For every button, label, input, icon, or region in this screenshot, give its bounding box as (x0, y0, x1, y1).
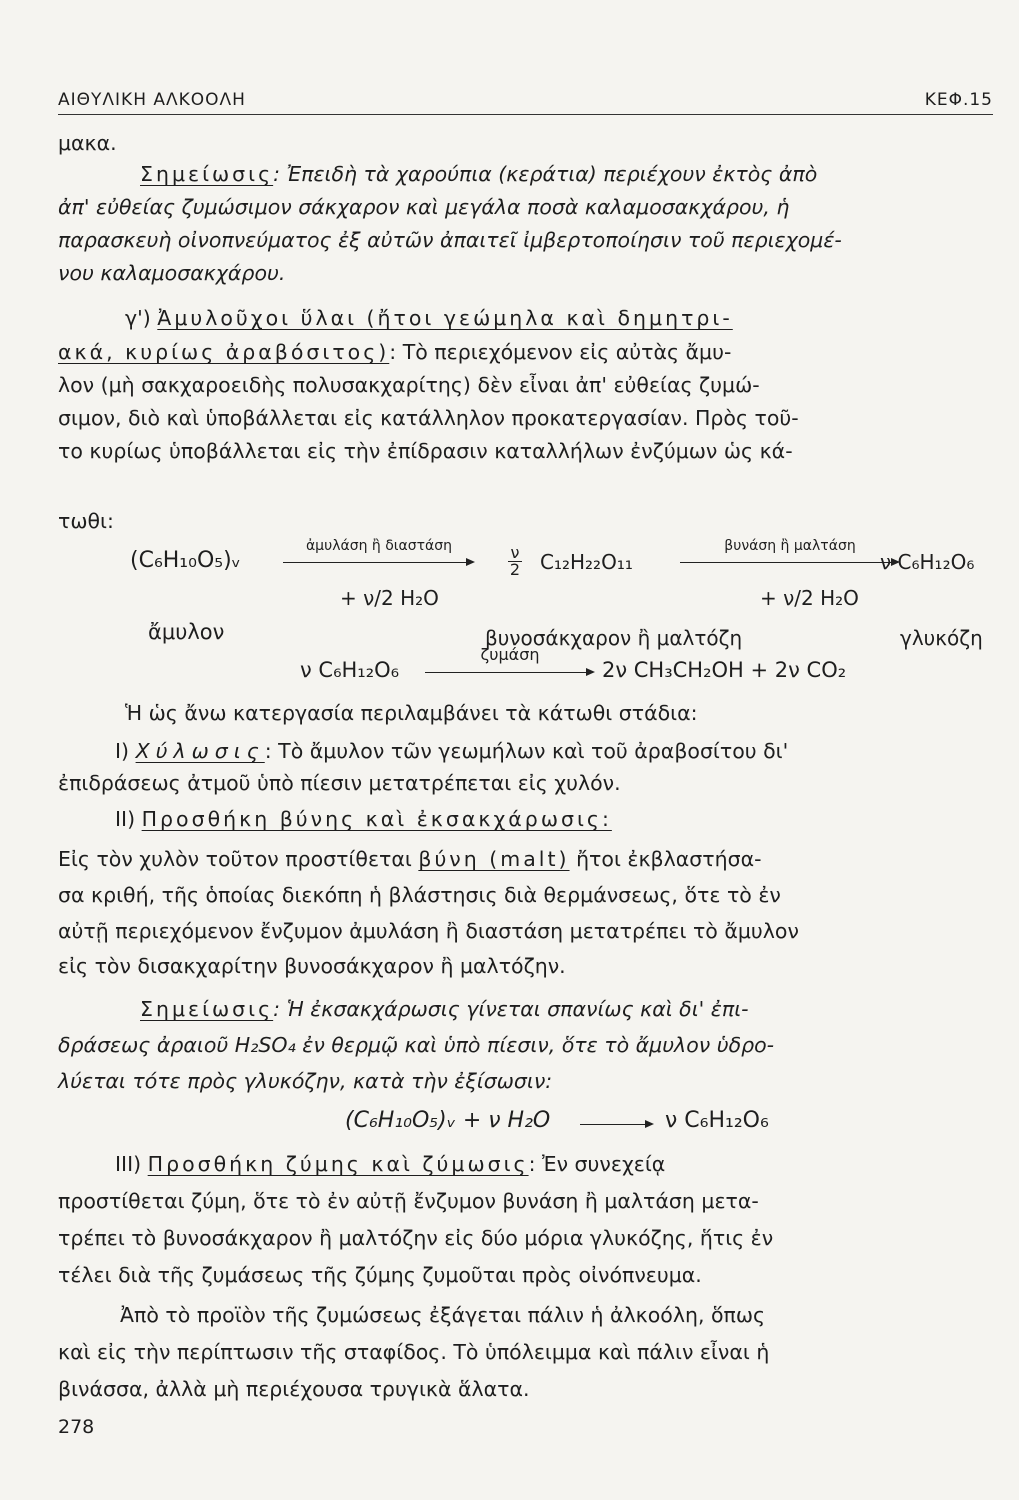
text-line: λον (μὴ σακχαροειδὴς πολυσακχαρίτης) δὲν εἶναι ἀπ' εὐθείας ζυμώ- (58, 373, 760, 397)
label-amylon: ἄμυλον (148, 620, 225, 644)
reaction-arrow (580, 1124, 652, 1125)
eq-product: C₁₂H₂₂O₁₁ (540, 550, 633, 574)
section-title: Ἀμυλοῦχοι ὕλαι (ἤτοι γεώμηλα καὶ δημητρι- (157, 306, 733, 330)
malt-term: βύνη (malt) (418, 847, 570, 871)
arrow-label: ἀμυλάση ἢ διαστάση (305, 538, 453, 554)
label-maltose: βυνοσάκχαρον ἢ μαλτόζη (485, 626, 743, 650)
text-line: τρέπει τὸ βυνοσάκχαρον ἢ μαλτόζην εἰς δύο μόρια γλυκόζης, ἥτις ἐν (58, 1226, 774, 1250)
stage-heading (115, 1149, 665, 1179)
note-line: παρασκευὴ οἰνοπνεύματος ἐξ αὐτῶν ἀπαιτεῖ ἰμβερτοποίησιν τοῦ περιεχομέ- (58, 228, 842, 252)
section-prefix: γ') (125, 306, 151, 330)
text-line: τωθι: (58, 509, 114, 533)
running-header (58, 88, 993, 115)
text-line: αὐτῇ περιεχόμενον ἔνζυμον ἀμυλάση ἢ διαστάση μετατρέπει τὸ ἄμυλον (58, 919, 799, 943)
stage-title: Προσθήκη ζύμης καὶ ζύμωσις (147, 1152, 529, 1176)
reaction-arrow (680, 562, 898, 563)
eq-reactant: ν C₆H₁₂O₆ (300, 658, 400, 682)
note-line: δράσεως ἀραιοῦ H₂SO₄ ἐν θερμῷ καὶ ὑπὸ πίεσιν, ὅτε τὸ ἄμυλον ὑδρο- (58, 1033, 775, 1057)
label-glucose: γλυκόζη (900, 626, 983, 650)
stage-number: I) (115, 739, 130, 763)
eq-product: 2ν CH₃CH₂OH + 2ν CO₂ (602, 658, 847, 682)
text-line: Ἡ ὡς ἄνω κατεργασία περιλαμβάνει τὰ κάτωθι στάδια: (125, 701, 698, 725)
stage-heading (115, 804, 612, 834)
text: : Ἐν συνεχείᾳ (528, 1152, 666, 1176)
eq-product: ν C₆H₁₂O₆ (665, 1108, 769, 1133)
arrow-label: βυνάση ἢ μαλτάση (724, 538, 856, 554)
eq-product: ν C₆H₁₂O₆ (880, 550, 975, 574)
text-line: τέλει διὰ τῆς ζυμάσεως τῆς ζύμης ζυμοῦται πρὸς οἰνόπνευμα. (58, 1263, 702, 1287)
text-line: σιμον, διὸ καὶ ὑποβάλλεται εἰς κατάλληλον προκατεργασίαν. Πρὸς τοῦ- (58, 406, 799, 430)
section-heading-cont (58, 337, 731, 367)
text-line: μακα. (58, 131, 117, 155)
stage-title: Χύλωσις (135, 739, 265, 763)
section-title: ακά, κυρίως ἀραβόσιτος) (58, 340, 390, 364)
text-line: το κυρίως ὑποβάλλεται εἰς τὴν ἐπίδρασιν καταλλήλων ἐνζύμων ὡς κά- (58, 439, 793, 463)
text-line: προστίθεται ζύμη, ὅτε τὸ ἐν αὐτῇ ἔνζυμον βυνάση ἢ μαλτάση μετα- (58, 1189, 759, 1213)
reaction-arrow (283, 562, 473, 563)
text-line: εἰς τὸν δισακχαρίτην βυνοσάκχαρον ἢ μαλτόζην. (58, 954, 566, 978)
arrow-label: ζυμάση (480, 645, 540, 664)
text-line: καὶ εἰς τὴν περίπτωσιν τῆς σταφίδος. Τὸ ὑπόλειμμα καὶ πάλιν εἶναι ἡ (58, 1340, 770, 1364)
text: Εἰς τὸν χυλὸν τοῦτον προστίθεται (58, 847, 412, 871)
text-line: βινάσσα, ἀλλὰ μὴ περιέχουσα τρυγικὰ ἅλατα. (58, 1377, 530, 1401)
eq-water: + ν/2 H₂O (340, 586, 439, 610)
text-line: σα κριθή, τῆς ὁποίας διεκόπη ἡ βλάστησις διὰ θερμάνσεως, ὅτε τὸ ἐν (58, 883, 781, 907)
fraction: $\frac{\nu}{2}$ (509, 543, 521, 579)
text-line: ἐπιδράσεως ἀτμοῦ ὑπὸ πίεσιν μετατρέπεται εἰς χυλόν. (58, 771, 621, 795)
text: ἤτοι ἐκβλαστήσα- (576, 847, 762, 871)
eq-water: + ν/2 H₂O (760, 586, 859, 610)
chapter-number: ΚΕΦ.15 (924, 90, 993, 110)
note-text: : Ἐπειδὴ τὰ χαρούπια (κεράτια) περιέχουν ἐκτὸς ἀπὸ (273, 162, 818, 186)
stage-number: II) (115, 807, 136, 831)
eq-reactant: (C₆H₁₀O₅)ᵥ (130, 548, 241, 573)
note-text: : Ἡ ἐκσακχάρωσις γίνεται σπανίως καὶ δι' ἐπι- (273, 997, 749, 1021)
stage-number: III) (115, 1152, 142, 1176)
note-line (140, 159, 817, 189)
note-line: λύεται τότε πρὸς γλυκόζην, κατὰ τὴν ἐξίσωσιν: (58, 1069, 553, 1093)
stage-title: Προσθήκη βύνης καὶ ἐκσακχάρωσις: (141, 807, 612, 831)
text: : Τὸ περιεχόμενον εἰς αὐτὰς ἄμυ- (389, 340, 732, 364)
note-label: Σημείωσις (140, 997, 274, 1021)
page-number: 278 (58, 1416, 95, 1438)
text: : Τὸ ἄμυλον τῶν γεωμήλων καὶ τοῦ ἀραβοσίτου δι' (264, 739, 789, 763)
section-heading (125, 303, 733, 333)
chapter-title: ΑΙΘΥΛΙΚΗ ΑΛΚΟΟΛΗ (58, 90, 246, 110)
note-line: νου καλαμοσακχάρου. (58, 261, 286, 285)
text-line: Ἀπὸ τὸ προϊὸν τῆς ζυμώσεως ἐξάγεται πάλιν ἡ ἀλκοόλη, ὅπως (120, 1303, 766, 1327)
note-line (140, 994, 749, 1024)
note-line: ἀπ' εὐθείας ζυμώσιμον σάκχαρον καὶ μεγάλα ποσὰ καλαμοσακχάρου, ἡ (58, 195, 790, 219)
note-label: Σημείωσις (140, 162, 274, 186)
text-line (58, 844, 762, 874)
stage-heading (115, 736, 788, 766)
eq-reactant: (C₆H₁₀O₅)ᵥ + ν H₂O (345, 1108, 551, 1133)
reaction-arrow (425, 672, 593, 673)
